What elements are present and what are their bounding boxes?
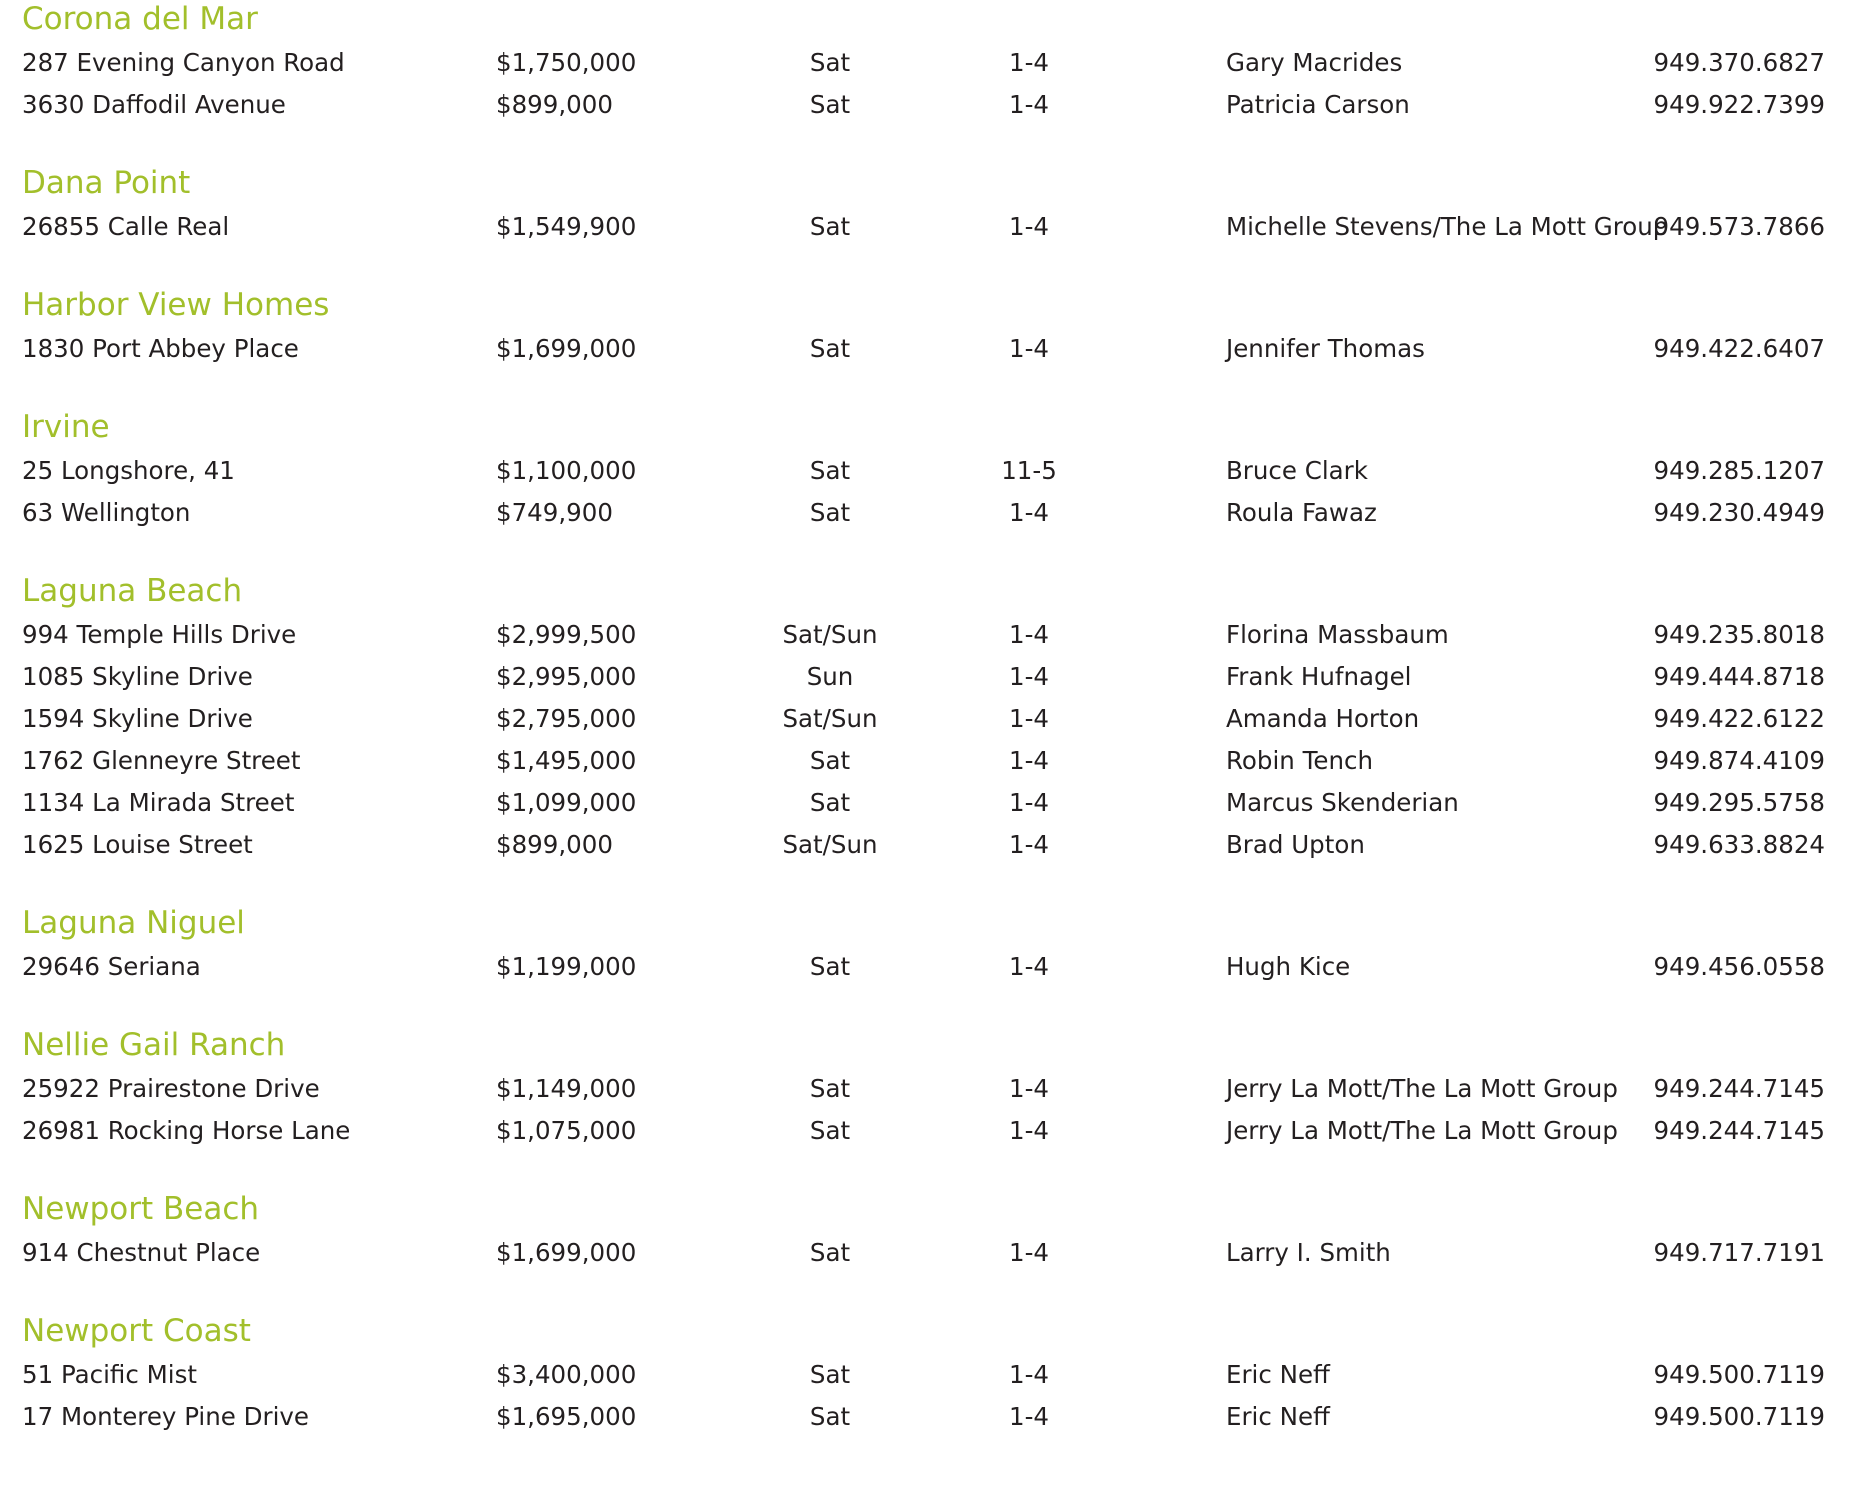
city-heading bbox=[0, 408, 1858, 450]
listing-agent: Roula Fawaz bbox=[1226, 498, 1377, 527]
listing-agent: Larry I. Smith bbox=[1226, 1238, 1391, 1267]
listing-address: 51 Pacific Mist bbox=[22, 1360, 197, 1389]
listing-hours: 1-4 bbox=[1008, 1238, 1050, 1267]
listing-price: $899,000 bbox=[496, 830, 613, 859]
listing-agent: Eric Neff bbox=[1226, 1360, 1330, 1389]
listing-days: Sat bbox=[809, 498, 851, 527]
listing-days: Sat bbox=[809, 212, 851, 241]
city-heading bbox=[0, 1190, 1858, 1232]
listing-phone: 949.285.1207 bbox=[1653, 456, 1825, 485]
listing-row bbox=[0, 740, 1858, 782]
listing-agent: Eric Neff bbox=[1226, 1402, 1330, 1431]
listing-price: $1,100,000 bbox=[496, 456, 637, 485]
listing-days: Sat bbox=[809, 456, 851, 485]
listing-days: Sat/Sun bbox=[782, 830, 878, 859]
listing-hours: 1-4 bbox=[1008, 788, 1050, 817]
listing-agent: Hugh Kice bbox=[1226, 952, 1351, 981]
listing-address: 17 Monterey Pine Drive bbox=[22, 1402, 309, 1431]
listing-row bbox=[0, 84, 1858, 126]
listing-agent: Frank Hufnagel bbox=[1226, 662, 1412, 691]
listing-address: 914 Chestnut Place bbox=[22, 1238, 261, 1267]
listing-phone: 949.922.7399 bbox=[1653, 90, 1825, 119]
listing-row bbox=[0, 206, 1858, 248]
listing-price: $2,795,000 bbox=[496, 704, 637, 733]
city-name: Dana Point bbox=[22, 165, 191, 201]
city-section bbox=[0, 164, 1858, 248]
listing-phone: 949.230.4949 bbox=[1653, 498, 1825, 527]
city-name: Laguna Beach bbox=[22, 573, 243, 609]
listing-hours: 1-4 bbox=[1008, 1360, 1050, 1389]
listing-row bbox=[0, 782, 1858, 824]
listing-price: $2,999,500 bbox=[496, 620, 637, 649]
listing-row bbox=[0, 946, 1858, 988]
listing-agent: Marcus Skenderian bbox=[1226, 788, 1459, 817]
listing-price: $1,199,000 bbox=[496, 952, 637, 981]
city-section bbox=[0, 904, 1858, 988]
listing-hours: 11-5 bbox=[1001, 456, 1057, 485]
listing-phone: 949.235.8018 bbox=[1653, 620, 1825, 649]
listing-days: Sat/Sun bbox=[782, 704, 878, 733]
listing-phone: 949.456.0558 bbox=[1653, 952, 1825, 981]
listing-days: Sun bbox=[806, 662, 854, 691]
city-section bbox=[0, 1190, 1858, 1274]
listing-agent: Amanda Horton bbox=[1226, 704, 1420, 733]
listing-address: 1134 La Mirada Street bbox=[22, 788, 295, 817]
listing-hours: 1-4 bbox=[1008, 830, 1050, 859]
listing-price: $1,699,000 bbox=[496, 1238, 637, 1267]
listing-price: $1,149,000 bbox=[496, 1074, 637, 1103]
city-heading bbox=[0, 572, 1858, 614]
listing-price: $1,075,000 bbox=[496, 1116, 637, 1145]
listing-price: $899,000 bbox=[496, 90, 613, 119]
city-heading bbox=[0, 0, 1858, 42]
listing-phone: 949.573.7866 bbox=[1653, 212, 1825, 241]
listing-phone: 949.874.4109 bbox=[1653, 746, 1825, 775]
listing-days: Sat bbox=[809, 1116, 851, 1145]
listing-days: Sat bbox=[809, 952, 851, 981]
city-section bbox=[0, 408, 1858, 534]
listing-row bbox=[0, 492, 1858, 534]
listing-address: 63 Wellington bbox=[22, 498, 191, 527]
listing-row bbox=[0, 1354, 1858, 1396]
listing-agent: Robin Tench bbox=[1226, 746, 1373, 775]
listing-days: Sat bbox=[809, 1074, 851, 1103]
listing-address: 26855 Calle Real bbox=[22, 212, 230, 241]
listing-agent: Michelle Stevens/The La Mott Group bbox=[1226, 212, 1669, 241]
listing-hours: 1-4 bbox=[1008, 212, 1050, 241]
listing-hours: 1-4 bbox=[1008, 662, 1050, 691]
listing-phone: 949.370.6827 bbox=[1653, 48, 1825, 77]
listing-row bbox=[0, 824, 1858, 866]
listing-price: $1,099,000 bbox=[496, 788, 637, 817]
listing-row bbox=[0, 1068, 1858, 1110]
listing-days: Sat bbox=[809, 1360, 851, 1389]
city-name: Corona del Mar bbox=[22, 1, 258, 37]
listing-hours: 1-4 bbox=[1008, 952, 1050, 981]
listing-price: $1,699,000 bbox=[496, 334, 637, 363]
listing-phone: 949.444.8718 bbox=[1653, 662, 1825, 691]
listing-hours: 1-4 bbox=[1008, 620, 1050, 649]
city-name: Laguna Niguel bbox=[22, 905, 245, 941]
listing-phone: 949.500.7119 bbox=[1653, 1360, 1825, 1389]
listing-row bbox=[0, 1396, 1858, 1438]
listing-hours: 1-4 bbox=[1008, 746, 1050, 775]
listing-address: 25 Longshore, 41 bbox=[22, 456, 235, 485]
city-name: Nellie Gail Ranch bbox=[22, 1027, 286, 1063]
city-name: Irvine bbox=[22, 409, 110, 445]
listing-hours: 1-4 bbox=[1008, 1402, 1050, 1431]
listing-phone: 949.422.6122 bbox=[1653, 704, 1825, 733]
city-name: Newport Coast bbox=[22, 1313, 251, 1349]
listing-address: 25922 Prairestone Drive bbox=[22, 1074, 320, 1103]
listing-price: $1,549,900 bbox=[496, 212, 637, 241]
city-section bbox=[0, 1312, 1858, 1438]
listing-address: 1594 Skyline Drive bbox=[22, 704, 253, 733]
listing-row bbox=[0, 1232, 1858, 1274]
listing-phone: 949.295.5758 bbox=[1653, 788, 1825, 817]
city-section bbox=[0, 572, 1858, 866]
listing-price: $749,900 bbox=[496, 498, 613, 527]
listing-days: Sat bbox=[809, 746, 851, 775]
listing-agent: Bruce Clark bbox=[1226, 456, 1368, 485]
listing-phone: 949.244.7145 bbox=[1653, 1074, 1825, 1103]
listing-price: $1,495,000 bbox=[496, 746, 637, 775]
listing-days: Sat bbox=[809, 48, 851, 77]
listing-row bbox=[0, 450, 1858, 492]
listing-address: 26981 Rocking Horse Lane bbox=[22, 1116, 351, 1145]
listing-price: $1,695,000 bbox=[496, 1402, 637, 1431]
listing-phone: 949.500.7119 bbox=[1653, 1402, 1825, 1431]
listing-row bbox=[0, 614, 1858, 656]
listing-address: 1625 Louise Street bbox=[22, 830, 253, 859]
city-heading bbox=[0, 1312, 1858, 1354]
listing-phone: 949.717.7191 bbox=[1653, 1238, 1825, 1267]
listing-days: Sat bbox=[809, 90, 851, 119]
listing-price: $1,750,000 bbox=[496, 48, 637, 77]
listing-agent: Florina Massbaum bbox=[1226, 620, 1449, 649]
listing-address: 1830 Port Abbey Place bbox=[22, 334, 299, 363]
listing-agent: Jennifer Thomas bbox=[1226, 334, 1425, 363]
listing-hours: 1-4 bbox=[1008, 90, 1050, 119]
listing-row bbox=[0, 42, 1858, 84]
city-heading bbox=[0, 1026, 1858, 1068]
city-name: Harbor View Homes bbox=[22, 287, 330, 323]
listing-address: 3630 Daffodil Avenue bbox=[22, 90, 286, 119]
listing-hours: 1-4 bbox=[1008, 48, 1050, 77]
listing-row bbox=[0, 328, 1858, 370]
listing-hours: 1-4 bbox=[1008, 704, 1050, 733]
listing-row bbox=[0, 698, 1858, 740]
listing-agent: Patricia Carson bbox=[1226, 90, 1410, 119]
listing-agent: Brad Upton bbox=[1226, 830, 1365, 859]
listing-hours: 1-4 bbox=[1008, 1074, 1050, 1103]
listing-address: 994 Temple Hills Drive bbox=[22, 620, 297, 649]
listing-hours: 1-4 bbox=[1008, 334, 1050, 363]
city-name: Newport Beach bbox=[22, 1191, 260, 1227]
listing-phone: 949.244.7145 bbox=[1653, 1116, 1825, 1145]
listing-agent: Jerry La Mott/The La Mott Group bbox=[1226, 1074, 1618, 1103]
listing-address: 1085 Skyline Drive bbox=[22, 662, 253, 691]
city-heading bbox=[0, 164, 1858, 206]
listing-days: Sat bbox=[809, 1238, 851, 1267]
listing-address: 29646 Seriana bbox=[22, 952, 201, 981]
listing-phone: 949.422.6407 bbox=[1653, 334, 1825, 363]
listing-price: $2,995,000 bbox=[496, 662, 637, 691]
city-heading bbox=[0, 904, 1858, 946]
listing-agent: Jerry La Mott/The La Mott Group bbox=[1226, 1116, 1618, 1145]
city-section bbox=[0, 1026, 1858, 1152]
listing-address: 287 Evening Canyon Road bbox=[22, 48, 345, 77]
listing-days: Sat bbox=[809, 1402, 851, 1431]
listing-days: Sat/Sun bbox=[782, 620, 878, 649]
listing-address: 1762 Glenneyre Street bbox=[22, 746, 301, 775]
listing-row bbox=[0, 656, 1858, 698]
listing-days: Sat bbox=[809, 334, 851, 363]
listing-agent: Gary Macrides bbox=[1226, 48, 1403, 77]
listing-row bbox=[0, 1110, 1858, 1152]
listing-phone: 949.633.8824 bbox=[1653, 830, 1825, 859]
city-section bbox=[0, 0, 1858, 126]
listing-days: Sat bbox=[809, 788, 851, 817]
city-heading bbox=[0, 286, 1858, 328]
listing-hours: 1-4 bbox=[1008, 498, 1050, 527]
listing-hours: 1-4 bbox=[1008, 1116, 1050, 1145]
city-section bbox=[0, 286, 1858, 370]
listing-price: $3,400,000 bbox=[496, 1360, 637, 1389]
